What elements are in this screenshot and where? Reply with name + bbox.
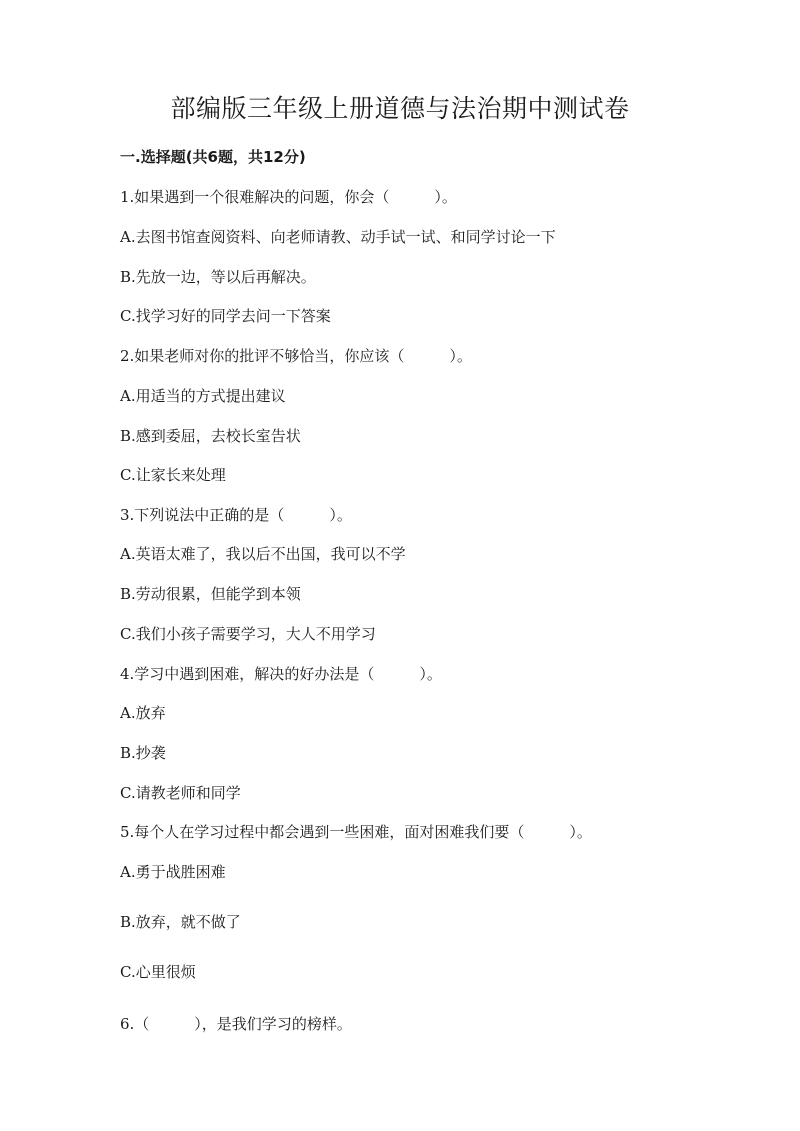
option-1-a: A.去图书馆查阅资料、向老师请教、动手试一试、和同学讨论一下	[120, 228, 556, 246]
question-stem-5: 5.每个人在学习过程中都会遇到一些困难，面对困难我们要（ ）。	[120, 823, 592, 841]
option-1-b: B.先放一边，等以后再解决。	[120, 268, 316, 286]
option-4-b: B.抄袭	[120, 744, 166, 762]
option-3-a: A.英语太难了，我以后不出国，我可以不学	[120, 545, 406, 563]
option-2-c: C.让家长来处理	[120, 466, 226, 484]
option-4-a: A.放弃	[120, 704, 166, 722]
option-5-c: C.心里很烦	[120, 963, 196, 981]
option-2-a: A.用适当的方式提出建议	[120, 387, 286, 405]
page-title: 部编版三年级上册道德与法治期中测试卷	[170, 94, 630, 123]
question-stem-2: 2.如果老师对你的批评不够恰当，你应该（ ）。	[120, 347, 472, 365]
option-1-c: C.找学习好的同学去问一下答案	[120, 307, 331, 325]
option-2-b: B.感到委屈，去校长室告状	[120, 427, 301, 445]
option-3-b: B.劳动很累，但能学到本领	[120, 585, 301, 603]
section-heading: 一.选择题(共6题，共12分)	[120, 148, 306, 166]
question-stem-4: 4.学习中遇到困难，解决的好办法是（ ）。	[120, 665, 442, 683]
option-3-c: C.我们小孩子需要学习，大人不用学习	[120, 625, 376, 643]
option-5-b: B.放弃，就不做了	[120, 913, 241, 931]
question-stem-1: 1.如果遇到一个很难解决的问题，你会（ ）。	[120, 188, 457, 206]
option-4-c: C.请教老师和同学	[120, 784, 241, 802]
option-5-a: A.勇于战胜困难	[120, 863, 226, 881]
question-stem-3: 3.下列说法中正确的是（ ）。	[120, 506, 352, 524]
question-stem-6: 6.（ ），是我们学习的榜样。	[120, 1015, 352, 1033]
